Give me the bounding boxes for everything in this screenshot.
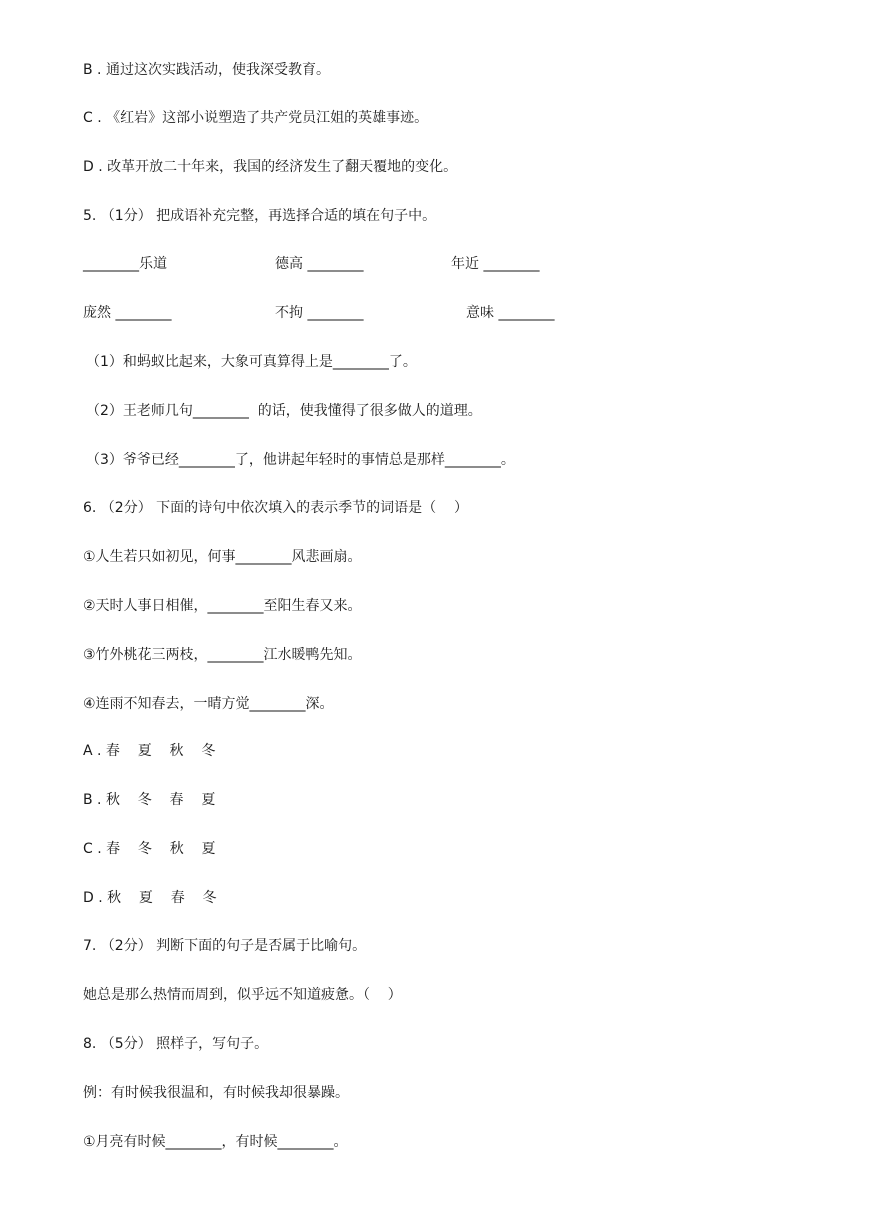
q7-sentence: 她总是那么热情而周到，似乎远不知道疲惫。（ ） xyxy=(83,987,402,1003)
q4-option-d: D . 改革开放二十年来，我国的经济发生了翻天覆地的变化。 xyxy=(83,159,458,175)
q5-title: 5. （1分） 把成语补充完整，再选择合适的填在句子中。 xyxy=(83,208,437,224)
q6-option-b: B . 秋 冬 春 夏 xyxy=(83,792,216,808)
q6-option-d: D . 秋 夏 春 冬 xyxy=(83,890,217,906)
q5-sentence-3: （3）爷爷已经________了，他讲起年轻时的事情总是那样________。 xyxy=(86,452,515,468)
q6-option-c: C . 春 冬 秋 夏 xyxy=(83,841,216,857)
q6-line-1: ①人生若只如初见，何事________风悲画扇。 xyxy=(83,549,362,565)
q5-idiom-4: 庞然 ________ xyxy=(83,305,172,321)
q5-idiom-3: 年近 ________ xyxy=(451,256,540,272)
q5-sentence-2: （2）王老师几句________ 的话，使我懂得了很多做人的道理。 xyxy=(86,403,482,419)
q6-line-4: ④连雨不知春去，一晴方觉________深。 xyxy=(83,696,334,712)
q6-title: 6. （2分） 下面的诗句中依次填入的表示季节的词语是（ ） xyxy=(83,500,468,516)
q6-option-a: A . 春 夏 秋 冬 xyxy=(83,743,216,759)
q6-line-2: ②天时人事日相催，________至阳生春又来。 xyxy=(83,598,362,614)
q8-example: 例：有时候我很温和，有时候我却很暴躁。 xyxy=(83,1085,349,1101)
q4-option-c: C . 《红岩》这部小说塑造了共产党员江姐的英雄事迹。 xyxy=(83,110,429,126)
q5-idiom-5: 不拘 ________ xyxy=(275,305,364,321)
q4-option-b: B . 通过这次实践活动，使我深受教育。 xyxy=(83,62,330,78)
q5-idiom-2: 德高 ________ xyxy=(275,256,364,272)
q8-line-1: ①月亮有时候________，有时候________。 xyxy=(83,1134,348,1150)
q6-line-3: ③竹外桃花三两枝，________江水暖鸭先知。 xyxy=(83,647,362,663)
q5-sentence-1: （1）和蚂蚁比起来，大象可真算得上是________了。 xyxy=(86,354,417,370)
q7-title: 7. （2分） 判断下面的句子是否属于比喻句。 xyxy=(83,938,367,954)
q8-title: 8. （5分） 照样子，写句子。 xyxy=(83,1036,269,1052)
q5-idiom-6: 意味 ________ xyxy=(466,305,555,321)
q5-idiom-1: ________乐道 xyxy=(83,256,167,272)
